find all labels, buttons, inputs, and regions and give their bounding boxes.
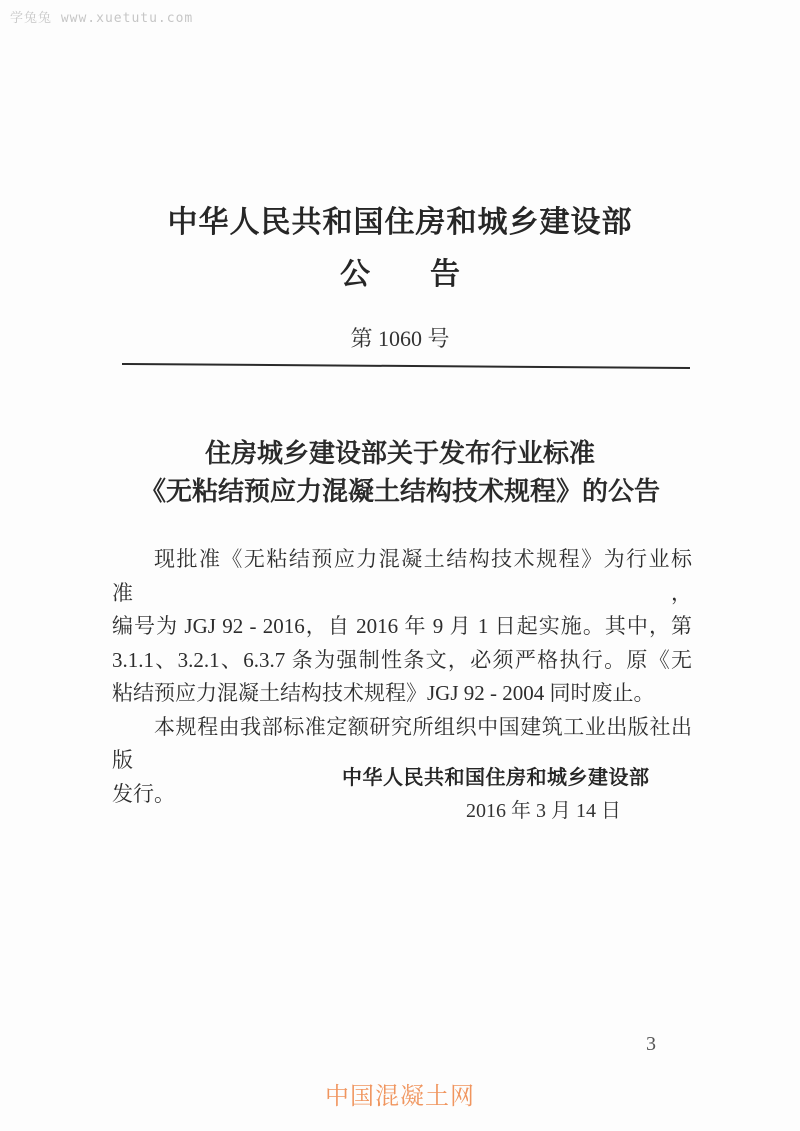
signature-authority: 中华人民共和国住房和城乡建设部 bbox=[342, 767, 650, 789]
signature-date: 2016 年 3 月 14 日 bbox=[466, 800, 621, 822]
body-line: 本规程由我部标准定额研究所组织中国建筑工业出版社出版 bbox=[112, 714, 692, 772]
announcement-word: 公 告 bbox=[340, 258, 460, 291]
body-line: 现批准《无粘结预应力混凝土结构技术规程》为行业标准， bbox=[112, 547, 692, 605]
authority-title: 中华人民共和国住房和城乡建设部 bbox=[167, 206, 633, 239]
watermark: 学兔兔 www.xuetutu.com bbox=[10, 11, 194, 26]
announcement-number: 第 1060 号 bbox=[350, 326, 450, 351]
horizontal-rule bbox=[122, 363, 690, 369]
doc-title-line-2: 《无粘结预应力混凝土结构技术规程》的公告 bbox=[139, 477, 660, 506]
body-line: 3.1.1、3.2.1、6.3.7 条为强制性条文，必须严格执行。原《无 bbox=[112, 647, 692, 672]
page-number: 3 bbox=[646, 1033, 656, 1055]
body-line: 编号为 JGJ 92 - 2016，自 2016 年 9 月 1 日起实施。其中，第 bbox=[112, 614, 692, 638]
footer-brand: 中国混凝土网 bbox=[325, 1083, 475, 1110]
doc-title-line-1: 住房城乡建设部关于发布行业标准 bbox=[204, 439, 595, 468]
body-line: 发行。 bbox=[112, 781, 175, 806]
body-line: 粘结预应力混凝土结构技术规程》JGJ 92 - 2004 同时废止。 bbox=[112, 681, 655, 705]
